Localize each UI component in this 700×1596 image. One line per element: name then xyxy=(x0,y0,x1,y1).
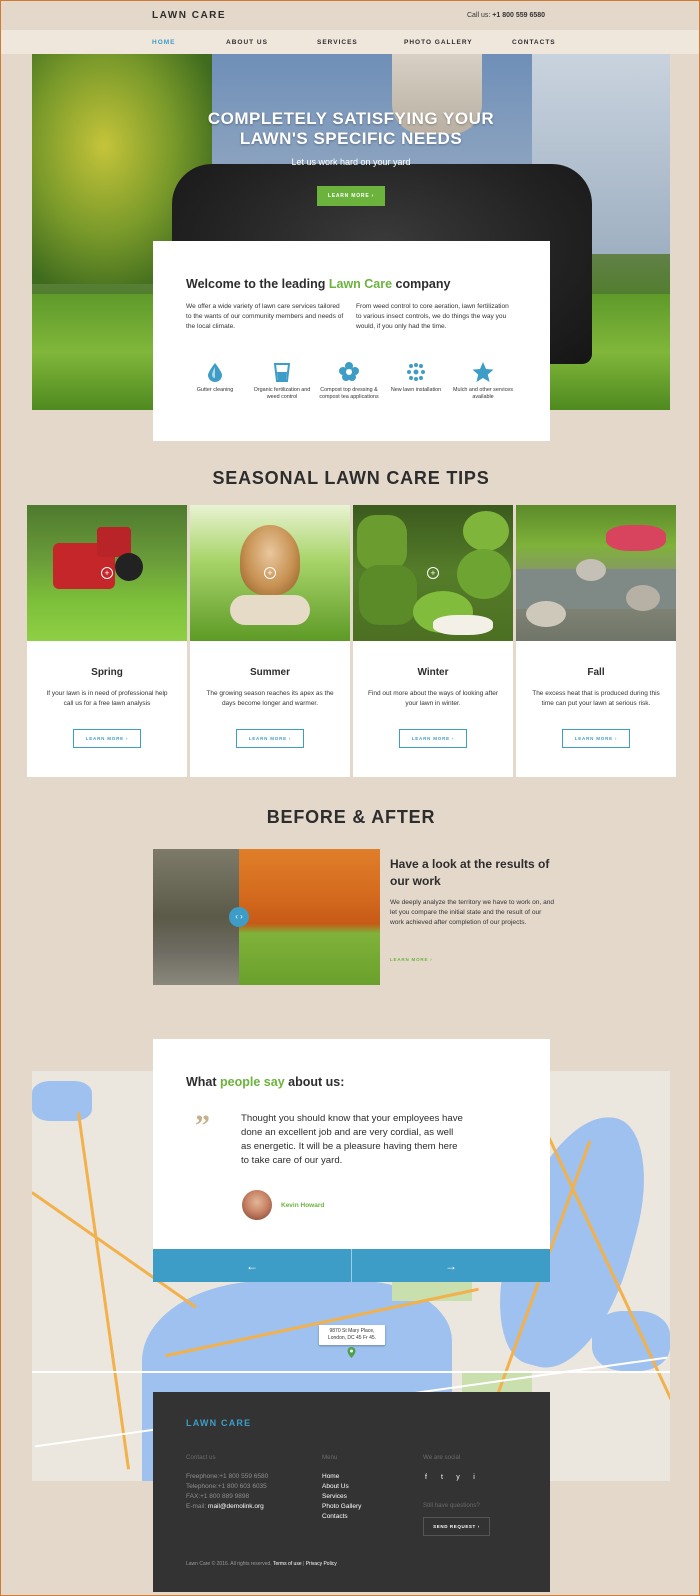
address-line-1: 9870 St Mary Place, xyxy=(329,1328,375,1334)
before-image xyxy=(153,849,239,985)
contact-heading: Contact us xyxy=(186,1454,216,1461)
contact-value: +1 800 559 6580 xyxy=(219,1473,269,1480)
feature-label: New lawn installation xyxy=(390,387,442,393)
site-logo[interactable]: LAWN CARE xyxy=(152,10,227,21)
copyright xyxy=(186,1561,337,1567)
privacy-link[interactable]: Privacy Policy xyxy=(305,1561,337,1567)
social-heading: We are social xyxy=(423,1454,461,1461)
star-icon xyxy=(472,361,494,383)
card-title: Winter xyxy=(417,667,449,678)
card-title: Spring xyxy=(91,667,123,678)
testimonial-title xyxy=(186,1075,344,1089)
testimonial-title-pre: What xyxy=(186,1075,221,1089)
footer-menu-about-us[interactable]: About Us xyxy=(322,1483,349,1490)
footer xyxy=(153,1392,550,1592)
welcome-card xyxy=(153,241,550,441)
testimonial-nav xyxy=(153,1249,550,1282)
contact-label: FAX: xyxy=(186,1493,201,1500)
quote-icon: ” xyxy=(195,1109,210,1142)
map-address-label xyxy=(319,1325,385,1345)
hero-learn-more-button[interactable]: LEARN MORE › xyxy=(317,186,385,206)
nav-home[interactable]: HOME xyxy=(152,39,176,46)
contact-label: Freephone: xyxy=(186,1473,220,1480)
footer-logo[interactable]: LAWN CARE xyxy=(186,1418,252,1428)
hero-title-line-1: COMPLETELY SATISFYING YOUR xyxy=(207,109,495,128)
testimonial-author: Kevin Howard xyxy=(281,1202,325,1209)
welcome-title-post: company xyxy=(392,277,451,291)
copyright-text: Lawn Care © 2016. All rights reserved. xyxy=(186,1561,273,1567)
contact-value: +1 800 889 9898 xyxy=(200,1493,250,1500)
season-card-winter xyxy=(353,505,513,777)
nav-about-us[interactable]: ABOUT US xyxy=(226,39,268,46)
slider-handle-icon[interactable]: ‹ › xyxy=(229,907,249,927)
zoom-icon: + xyxy=(427,567,439,579)
nav-contacts[interactable]: CONTACTS xyxy=(512,39,556,46)
welcome-title-highlight: Lawn Care xyxy=(328,277,393,291)
dots-icon xyxy=(405,361,427,383)
feature-gutter-cleaning[interactable] xyxy=(183,361,247,394)
card-learn-more-button[interactable]: LEARN MORE › xyxy=(73,729,141,748)
feature-mulch[interactable] xyxy=(451,361,515,401)
card-title: Summer xyxy=(249,667,290,678)
separator: | xyxy=(301,1561,306,1567)
season-card-summer xyxy=(190,505,350,777)
testimonial-card xyxy=(153,1039,550,1249)
hero-subtitle: Let us work hard on your yard xyxy=(291,157,411,167)
card-text: The growing season reaches its apex as the days become longer and warmer. xyxy=(206,690,334,707)
phone-number[interactable]: +1 800 559 6580 xyxy=(492,12,546,19)
prev-arrow-button[interactable]: ← xyxy=(246,1258,258,1273)
drop-icon xyxy=(204,361,226,383)
card-title: Fall xyxy=(587,667,605,678)
contact-telephone xyxy=(186,1482,268,1492)
nav-services[interactable]: SERVICES xyxy=(317,39,358,46)
testimonial-title-highlight: people say xyxy=(220,1075,285,1089)
contact-freephone xyxy=(186,1472,268,1482)
card-text: If your lawn is in need of professional help call us for a free lawn analysis xyxy=(46,690,168,707)
feature-organic-fertilization[interactable] xyxy=(250,361,314,401)
welcome-text-right: From weed control to core aeration, lawn fertilization to various insect controls, we do things the way you would, if you only had the time. xyxy=(356,303,509,330)
fall-image[interactable] xyxy=(516,505,676,641)
main-nav xyxy=(1,30,699,54)
feature-label: Mulch and other services available xyxy=(453,387,513,400)
testimonial-quote: Thought you should know that your employees have done an excellent job and are very cordial, as well as energetic. It will be a pleasure having them here to take care of our yard. xyxy=(241,1113,463,1166)
contact-email xyxy=(186,1502,268,1512)
top-bar xyxy=(1,1,699,30)
summer-image[interactable] xyxy=(190,505,350,641)
twitter-icon[interactable]: t xyxy=(441,1474,443,1481)
map-pin-icon[interactable] xyxy=(347,1347,356,1358)
send-request-button[interactable]: SEND REQUEST › xyxy=(423,1517,490,1536)
footer-menu-home[interactable]: Home xyxy=(322,1473,340,1480)
questions-heading: Still have questions? xyxy=(423,1502,480,1509)
seasonal-title: SEASONAL LAWN CARE TIPS xyxy=(212,468,490,488)
address-line-2: London, DC 45 Fr 45. xyxy=(327,1335,377,1341)
before-after-slider[interactable] xyxy=(153,849,380,985)
feature-compost[interactable] xyxy=(317,361,381,401)
footer-menu-services[interactable]: Services xyxy=(322,1493,347,1500)
welcome-title-pre: Welcome to the leading xyxy=(186,277,329,291)
hero-title xyxy=(32,109,670,149)
testimonial-title-post: about us: xyxy=(284,1075,345,1089)
footer-menu xyxy=(322,1472,361,1522)
email-link[interactable]: mail@demolink.org xyxy=(208,1503,264,1510)
menu-heading: Menu xyxy=(322,1454,338,1461)
contact-label: Telephone: xyxy=(186,1483,218,1490)
footer-menu-photo-gallery[interactable]: Photo Gallery xyxy=(322,1503,362,1510)
welcome-title xyxy=(186,277,450,291)
call-us xyxy=(467,12,545,19)
before-after-text: We deeply analyze the territory we have to work on, and let you compare the initial state and the result of our work achieved after completion of our projects. xyxy=(390,899,555,926)
card-text: The excess heat that is produced during this time can put your lawn at serious risk. xyxy=(532,690,660,707)
card-text: Find out more about the ways of looking after your lawn in winter. xyxy=(367,690,499,707)
zoom-icon: + xyxy=(101,567,113,579)
next-arrow-button[interactable]: → xyxy=(445,1258,457,1273)
feature-new-lawn[interactable] xyxy=(384,361,448,394)
call-label: Call us: xyxy=(467,12,491,19)
before-after-learn-more-link[interactable]: LEARN MORE › xyxy=(390,957,433,962)
facebook-icon[interactable]: f xyxy=(425,1474,427,1481)
terms-link[interactable]: Terms of use xyxy=(272,1561,302,1567)
before-after-title: BEFORE & AFTER xyxy=(266,807,436,827)
hero-title-line-2: LAWN'S SPECIFIC NEEDS xyxy=(239,129,463,148)
flower-icon xyxy=(338,361,360,383)
feature-label: Gutter cleaning xyxy=(196,387,234,393)
feature-label: Organic fertilization and weed control xyxy=(253,387,311,400)
after-image xyxy=(239,849,380,985)
welcome-text-left: We offer a wide variety of lawn care services tailored to the wants of our community members and needs of the local climate. xyxy=(186,303,344,330)
glass-icon xyxy=(271,361,293,383)
avatar xyxy=(240,1188,274,1222)
nav-photo-gallery[interactable]: PHOTO GALLERY xyxy=(404,39,473,46)
youtube-icon[interactable]: y xyxy=(456,1474,460,1481)
zoom-icon: + xyxy=(264,567,276,579)
season-card-spring xyxy=(27,505,187,777)
instagram-icon[interactable]: i xyxy=(473,1474,475,1481)
contact-value: +1 800 603 6035 xyxy=(217,1483,267,1490)
season-card-fall xyxy=(516,505,676,777)
spring-image[interactable] xyxy=(27,505,187,641)
winter-image[interactable] xyxy=(353,505,513,641)
card-learn-more-button[interactable]: LEARN MORE › xyxy=(399,729,467,748)
before-after-heading: Have a look at the results of our work xyxy=(390,857,550,888)
footer-menu-contacts[interactable]: Contacts xyxy=(322,1513,348,1520)
card-learn-more-button[interactable]: LEARN MORE › xyxy=(562,729,630,748)
contact-list xyxy=(186,1472,268,1512)
feature-label: Compost top dressing & compost tea applications xyxy=(319,387,379,400)
card-learn-more-button[interactable]: LEARN MORE › xyxy=(236,729,304,748)
contact-fax xyxy=(186,1492,268,1502)
contact-label: E-mail: xyxy=(186,1503,209,1510)
